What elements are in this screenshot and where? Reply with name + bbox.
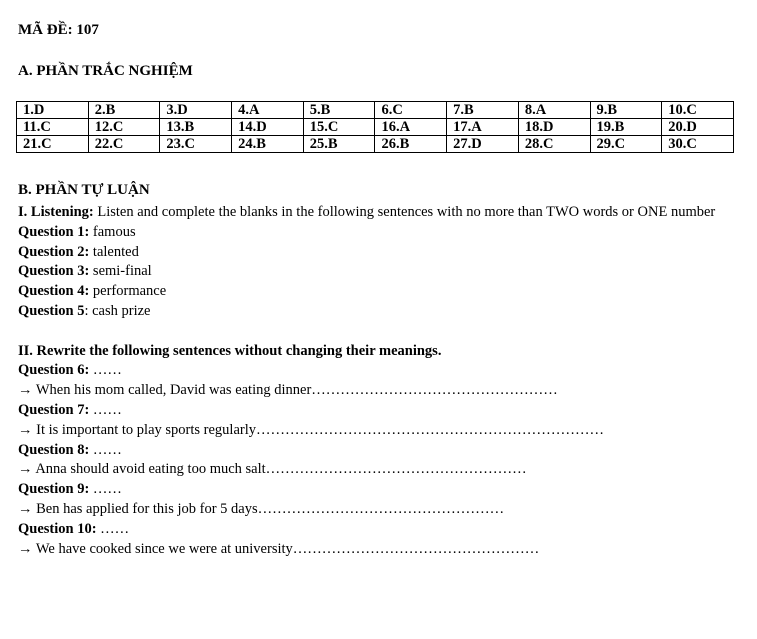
listening-heading: I. Listening: [18, 204, 94, 220]
answer-cell: 25.B [303, 136, 375, 153]
answer-cell: 28.C [518, 136, 590, 153]
question-dots: …… [89, 441, 122, 458]
answer-cell: 19.B [590, 119, 662, 136]
answer-row [17, 102, 734, 119]
question-line [18, 361, 736, 381]
answer-cell: 27.D [447, 136, 519, 153]
section-a-title: A. PHẦN TRẮC NGHIỆM [18, 63, 193, 79]
rewrite-answer: → Anna should avoid eating too much salt……………………………………………… [18, 461, 527, 478]
answer-cell: 3.D [160, 102, 232, 119]
question-dots: …… [96, 520, 130, 537]
answer-cell: 22.C [88, 136, 160, 153]
question-answer: : cash prize [84, 302, 151, 319]
answer-cell: 12.C [88, 119, 160, 136]
answer-cell: 23.C [160, 136, 232, 153]
question-line [18, 520, 736, 540]
question-label: Question 9: [18, 481, 90, 498]
answer-cell: 14.D [232, 119, 304, 136]
question-label: Question 7: [18, 401, 90, 418]
question-answer: famous [89, 223, 136, 240]
question-label: Question 8: [18, 441, 90, 458]
section-b-title: B. PHẦN TỰ LUẬN [18, 182, 150, 198]
question-answer: semi-final [89, 263, 152, 280]
question-line [18, 282, 736, 302]
question-label: Question 2: [18, 243, 90, 260]
answer-cell: 8.A [518, 102, 590, 119]
question-dots: …… [89, 362, 122, 379]
answer-cell: 15.C [303, 119, 375, 136]
question-answer: performance [89, 283, 167, 300]
answer-cell: 21.C [17, 136, 89, 153]
exam-code: MÃ ĐỀ: 107 [18, 22, 99, 38]
answer-cell: 20.D [662, 119, 734, 136]
question-label: Question 6: [18, 362, 90, 379]
question-line [18, 480, 736, 500]
answer-cell: 30.C [662, 136, 734, 153]
answer-cell: 29.C [590, 136, 662, 153]
answer-table [16, 101, 734, 153]
answer-cell: 5.B [303, 102, 375, 119]
answer-cell: 9.B [590, 102, 662, 119]
answer-cell: 16.A [375, 119, 447, 136]
question-label: Question 4: [18, 283, 90, 300]
question-label: Question 10: [18, 520, 97, 537]
question-line [18, 441, 736, 461]
rewrite-answer: → When his mom called, David was eating dinner…………………………………………… [18, 382, 558, 399]
answer-cell: 24.B [232, 136, 304, 153]
question-dots: …… [89, 481, 122, 498]
rewrite-answer: → It is important to play sports regularly……………………………………………………………… [18, 421, 605, 438]
question-line [18, 401, 736, 421]
spacer [18, 322, 736, 342]
answer-cell: 4.A [232, 102, 304, 119]
listening-instruction-text: Listen and complete the blanks in the following sentences with no more than TWO words or ONE number [93, 204, 716, 220]
question-dots: …… [89, 401, 122, 418]
section-b-body [18, 203, 736, 559]
answer-cell: 11.C [17, 119, 89, 136]
question-label: Question 5 [18, 302, 85, 319]
answer-row [17, 136, 734, 153]
question-label: Question 3: [18, 263, 90, 280]
rewrite-answer: → We have cooked since we were at university…………………………………………… [18, 540, 540, 557]
answer-cell: 7.B [447, 102, 519, 119]
question-label: Question 1: [18, 223, 90, 240]
answer-row [17, 119, 734, 136]
answer-cell: 26.B [375, 136, 447, 153]
answer-cell: 10.C [662, 102, 734, 119]
answer-cell: 18.D [518, 119, 590, 136]
answer-cell: 17.A [447, 119, 519, 136]
answer-cell: 6.C [375, 102, 447, 119]
question-answer: talented [89, 243, 139, 260]
rewrite-heading: II. Rewrite the following sentences without changing their meanings. [18, 342, 442, 359]
answer-cell: 2.B [88, 102, 160, 119]
question-line [18, 262, 736, 282]
question-line [18, 302, 736, 322]
listening-instruction [18, 203, 736, 223]
rewrite-answer: → Ben has applied for this job for 5 days…………………………………………… [18, 500, 505, 517]
answer-cell: 1.D [17, 102, 89, 119]
question-line [18, 243, 736, 263]
answer-cell: 13.B [160, 119, 232, 136]
question-line [18, 223, 736, 243]
